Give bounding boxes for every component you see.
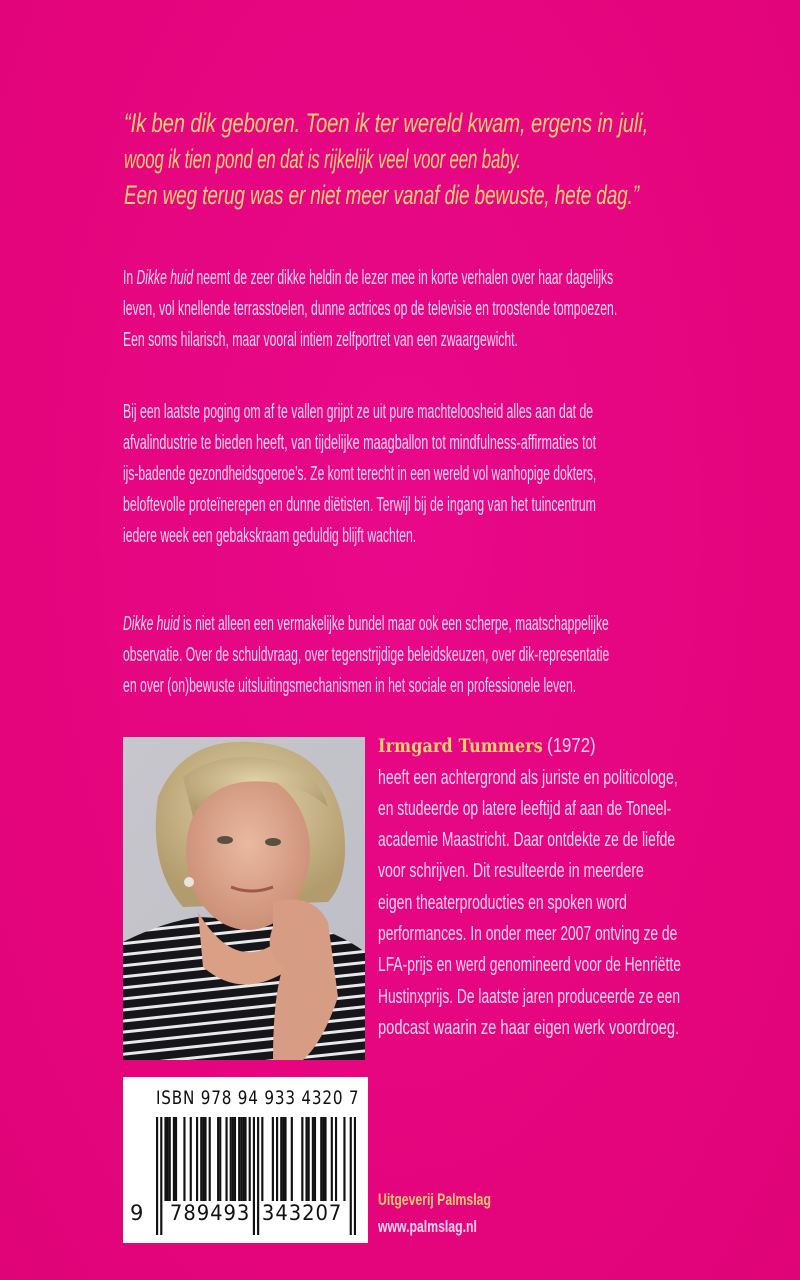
bio-line-1: heeft een achtergrond als juriste en politicologe, [378,767,678,789]
ean-first-digit: 9 [130,1201,145,1225]
text: neemt de zeer dikke heldin de lezer mee in korte verhalen over haar dagelijks [193,267,614,289]
text: is niet alleen een vermakelijke bundel maar ook een scherpe, maatschappelijke [179,613,609,635]
bio-line-8: Hustinxprijs. De laatste jaren produceerde ze een [378,986,681,1008]
bio-line-6: performances. In onder meer 2007 ontving ze de [378,923,678,945]
book-title-inline: Dikke huid [123,613,180,635]
blurb-p2-line-4: beloftevolle proteïnerepen en dunne diëtisten. Terwijl bij de ingang van het tuincentrum [123,494,596,516]
author-photo [123,737,365,1060]
ean-left-group: 789493 [169,1201,251,1225]
quote-line-3: Een weg terug was er niet meer vanaf die bewuste, hete dag.” [124,180,639,210]
bio-line-2: en studeerde op latere leeftijd af aan de Toneel- [378,798,672,820]
blurb-p1-line-2: leven, vol knellende terrasstoelen, dunne actrices op de televisie en troostende tompoezen. [123,298,618,320]
author-heading [378,734,596,758]
isbn-barcode [123,1077,368,1243]
blurb-p2-line-2: afvalindustrie te bieden heeft, van tijdelijke maagballon tot mindfulness-affirmaties tot [123,432,597,454]
blurb-p1-line-3: Een soms hilarisch, maar vooral intiem zelfportret van een zwaargewicht. [123,329,518,351]
blurb-p1-line-1 [123,266,613,290]
text: In [123,267,137,289]
bio-line-7: LFA-prijs en werd genomineerd voor de Henriëtte [378,954,681,976]
bio-line-5: eigen theaterproducties en spoken word [378,892,627,914]
blurb-p2-line-5: iedere week een gebakskraam geduldig blijft wachten. [123,525,417,547]
publisher-website[interactable]: www.palmslag.nl [378,1217,477,1236]
bio-line-9: podcast waarin ze haar eigen werk voordroeg. [378,1017,680,1039]
bio-line-3: academie Maastricht. Daar ontdekte ze de liefde [378,829,676,851]
ean-right-group: 343207 [261,1201,343,1225]
book-title-inline: Dikke huid [136,267,194,289]
blurb-p2-line-3: ijs-badende gezondheidsgoeroe’s. Ze komt terecht in een wereld vol wanhopige dokters, [123,463,597,485]
blurb-p3-line-1 [123,612,609,636]
author-name: Irmgard Tummers [378,735,543,757]
isbn-label: ISBN 978 94 933 4320 7 [156,1087,360,1109]
blurb-p2-line-1: Bij een laatste poging om af te vallen grijpt ze uit pure machteloosheid alles aan dat de [123,401,594,423]
quote-line-2: woog ik tien pond en dat is rijkelijk veel voor een baby. [124,144,521,174]
quote-line-1: “Ik ben dik geboren. Toen ik ter wereld kwam, ergens in juli, [124,108,649,138]
blurb-p3-line-2: observatie. Over de schuldvraag, over tegenstrijdige beleidskeuzen, over dik-representatie [123,644,610,666]
author-portrait-illustration [123,737,365,1060]
bio-line-4: voor schrijven. Dit resulteerde in meerdere [378,860,644,882]
author-birth-year: (1972) [547,735,596,757]
publisher-name: Uitgeverij Palmslag [378,1190,491,1209]
blurb-p3-line-3: en over (on)bewuste uitsluitingsmechanismen in het sociale en professionele leven. [123,675,577,697]
